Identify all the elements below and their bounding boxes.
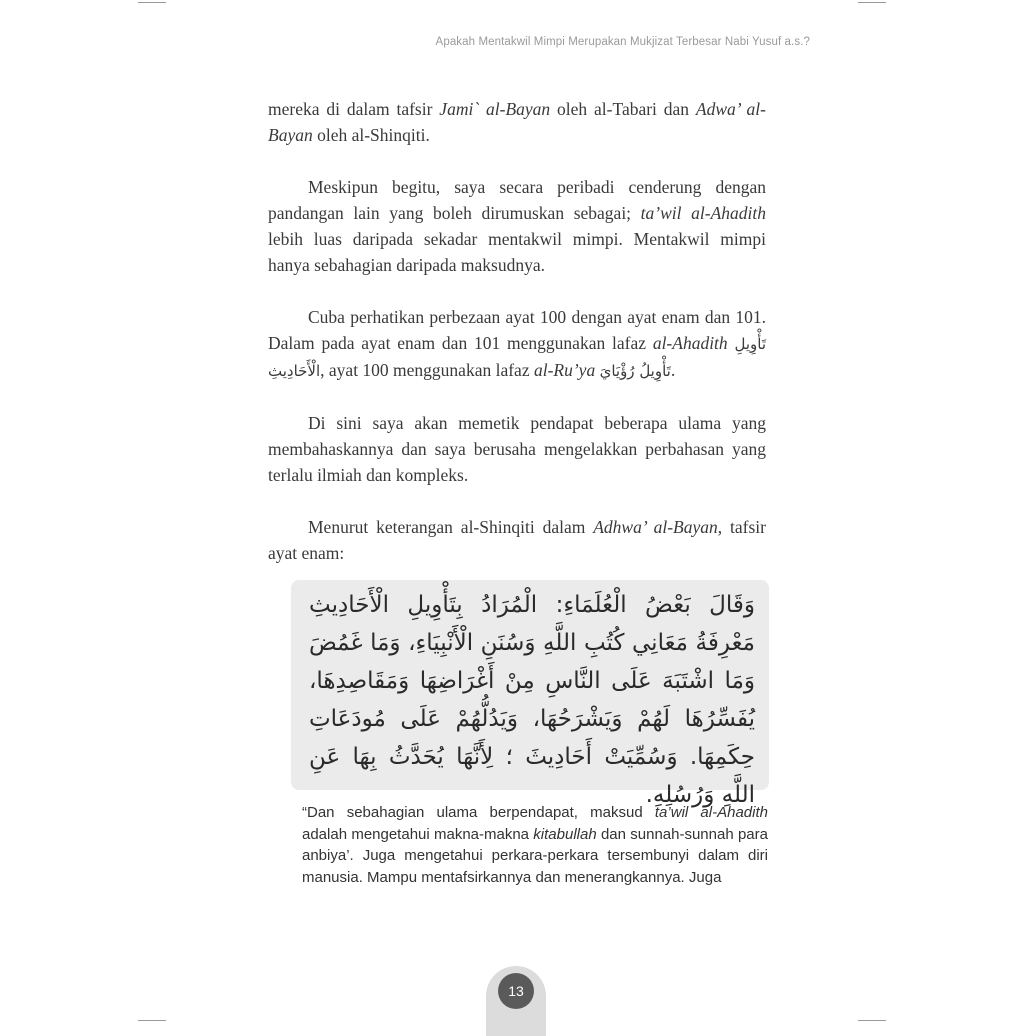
paragraph: Cuba perhatikan perbezaan ayat 100 dengan ayat enam dan 101. Dalam pada ayat enam dan 101 menggunakan lafaz al-Ahadith تَأْوِيلِ الْأَحَادِيثِ, ayat 100 menggunakan lafaz al-Ru’ya تَأْوِيلُ رُؤْيَايَ. (268, 307, 767, 380)
paragraph: mereka di dalam tafsir Jami` al-Bayan oleh al-Tabari dan Adwa’ al-Bayan oleh al-Shinqiti. (268, 99, 766, 145)
crop-mark (138, 1020, 166, 1021)
paragraph: Menurut keterangan al-Shinqiti dalam Adhwa’ al-Bayan, tafsir ayat enam: (268, 517, 766, 563)
crop-mark (858, 2, 886, 3)
running-header: Apakah Mentakwil Mimpi Merupakan Mukjizat Terbesar Nabi Yusuf a.s.? (435, 36, 810, 48)
arabic-quote-text: وَقَالَ بَعْضُ الْعُلَمَاءِ: الْمُرَادُ بِتَأْوِيلِ الْأَحَادِيثِ مَعْرِفَةُ مَعَانِي كُتُبِ اللَّهِ وَسُنَنِ الْأَنْبِيَاءِ، وَمَا غَمُضَ وَمَا اشْتَبَهَ عَلَى النَّاسِ مِنْ أَغْرَاضِهَا وَمَقَاصِدِهَا، يُفَسِّرُهَا لَهُمْ وَيَشْرَحُهَا، وَيَدُلُّهُمْ عَلَى مُودَعَاتِ حِكَمِهَا. وَسُمِّيَتْ أَحَادِيثَ ؛ لِأَنَّهَا يُحَدَّثُ بِهَا عَنِ اللَّهِ وَرُسُلِهِ. (309, 592, 755, 808)
crop-mark (858, 1020, 886, 1021)
page-number: 13 (498, 973, 534, 1009)
paragraph: Meskipun begitu, saya secara peribadi cenderung dengan pandangan lain yang boleh dirumuskan sebagai; ta’wil al-Ahadith lebih luas daripada sekadar mentakwil mimpi. Mentakwil mimpi hanya sebahagian daripada maksudnya. (268, 177, 766, 275)
arabic-term: تَأْوِيلُ رُؤْيَايَ (599, 362, 671, 380)
arabic-quote-box (291, 580, 769, 808)
quote-translation: “Dan sebahagian ulama berpendapat, maksud ta’wil al-Ahadith adalah mengetahui makna-makna kitabullah dan sunnah-sunnah para anbiya’. Juga mengetahui perkara-perkara tersembunyi dalam diri manusia. Mampu mentafsirkannya dan menerangkannya. Juga (302, 804, 768, 886)
body-text (268, 96, 766, 592)
arabic-term: تَأْوِيلِ الْأَحَادِيثِ (268, 335, 767, 380)
crop-mark (138, 2, 166, 3)
paragraph: Di sini saya akan memetik pendapat beberapa ulama yang membahaskannya dan saya berusaha mengelakkan perbahasan yang terlalu ilmiah dan kompleks. (268, 413, 766, 485)
